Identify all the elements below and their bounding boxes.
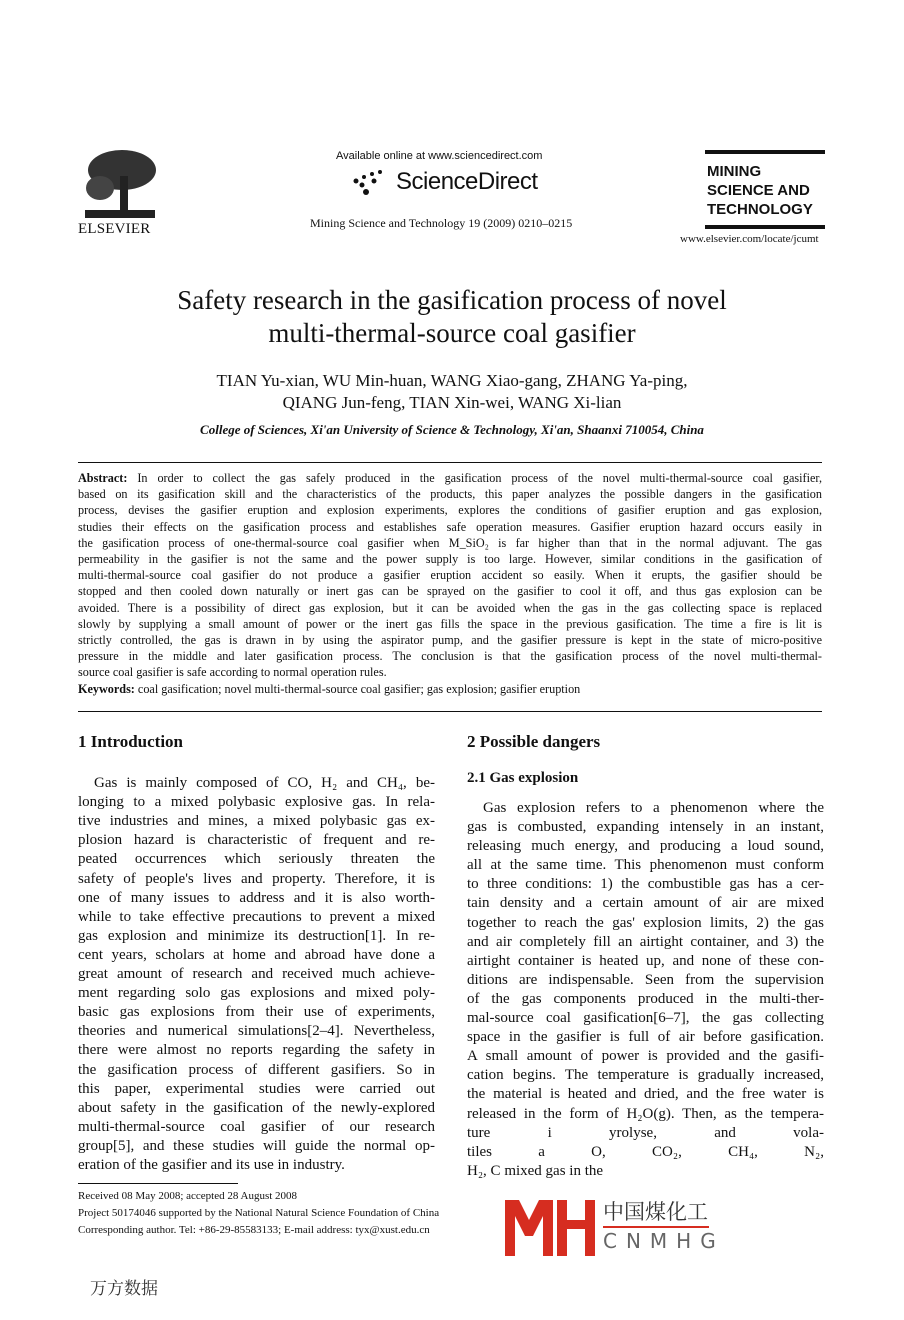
abstract-line: multi-thermal-source coal gasifier do not produce a gasifier eruption accident so easily. When it erupts, the gasifier should be bbox=[78, 568, 822, 583]
text-line: airtight container is heated up, and none of these con- bbox=[467, 952, 824, 969]
text-line: group[5], and these studies will guide the normal op- bbox=[78, 1137, 435, 1154]
abstract-top-rule bbox=[78, 462, 822, 463]
article-title: Safety research in the gasification process of novel multi-thermal-source coal gasifier bbox=[177, 285, 727, 348]
abstract-line: Abstract: In order to collect the gas safely produced in the gasification process of the novel multi-thermal-source coal gasifier, bbox=[78, 471, 822, 485]
footnote-received: Received 08 May 2008; accepted 28 August 2008 bbox=[78, 1190, 298, 1202]
elsevier-tree-logo bbox=[80, 148, 158, 220]
journal-reference: Mining Science and Technology 19 (2009) 0210–0215 bbox=[310, 216, 573, 230]
text-line: basic gas explosions from their use of experiments, bbox=[78, 1004, 435, 1021]
text-line: Gas explosion refers to a phenomenon where the bbox=[483, 800, 824, 816]
text-line: tain density and a certain amount of air are mixed bbox=[467, 895, 824, 912]
abstract-line: avoided. There is a possibility of direct gas explosion, but it can be avoided when the gas in the gas collecting space is replaced bbox=[78, 600, 822, 615]
sciencedirect-dots-icon bbox=[350, 169, 390, 195]
text-line: plosion hazard is characteristic of frequent and re- bbox=[78, 832, 435, 849]
text-line: and air completely fill an airtight container, and 3) the bbox=[467, 933, 824, 950]
abstract-label: Abstract: bbox=[78, 471, 128, 485]
text-line: A small amount of power is provided and the gasifi- bbox=[467, 1048, 824, 1065]
journal-title-box bbox=[705, 150, 825, 229]
publisher-name: ELSEVIER bbox=[78, 221, 151, 237]
text-line: the material is heated and dried, and the free water is bbox=[467, 1086, 824, 1103]
text-line: peated occurrences which seriously threaten the bbox=[78, 851, 435, 868]
text-line: longing to a mixed polybasic explosive gas. In rela- bbox=[78, 794, 435, 811]
text-line: this paper, experimental studies were carried out bbox=[78, 1080, 435, 1097]
abstract-line: source coal gasifier is safe according to normal operation rules. bbox=[78, 665, 387, 680]
text-line: safety of people's lives and property. Therefore, it is bbox=[78, 870, 435, 887]
text-line: together to reach the gas' explosion limits, 2) the gas bbox=[467, 914, 824, 931]
text-line: ture i yrolyse, and vola- bbox=[467, 1124, 824, 1141]
text-line: ment regarding solo gas explosions and mixed poly- bbox=[78, 985, 435, 1002]
text-line: releasing much energy, and producing a loud sound, bbox=[467, 838, 824, 855]
text-line: released in the form of H₂O(g). Then, as the tempera- bbox=[467, 1105, 824, 1122]
section-introduction bbox=[78, 732, 435, 1175]
keywords: Keywords: coal gasification; novel multi-thermal-source coal gasifier; gas explosion; gasifier eruption bbox=[78, 681, 581, 696]
cnmhg-logo-icon bbox=[505, 1196, 597, 1256]
journal-url[interactable]: www.elsevier.com/locate/jcumt bbox=[680, 233, 819, 245]
abstract-line: slowly by supplying a small amount of power or the inert gas fills the space in the previous gasification. The time a fire is lit is bbox=[78, 616, 822, 631]
text-line: space in the gasifier is full of air before gasification. bbox=[467, 1029, 824, 1046]
text-line: while to take effective precautions to prevent a mixed bbox=[78, 908, 435, 925]
abstract-bottom-rule bbox=[78, 711, 822, 712]
section-heading-possible-dangers: 2 Possible dangers bbox=[467, 732, 601, 751]
abstract-line: the gasification process of one-thermal-source coal gasifier when M_SiO₂ is far higher than that in the normal adjuvant. The gas bbox=[78, 535, 822, 550]
text-line: mal-source coal gasification[6–7], the gas collecting bbox=[467, 1010, 824, 1027]
text-line: to three conditions: 1) the combustible gas has a cer- bbox=[467, 876, 824, 893]
wanfang-watermark: 万方数据 bbox=[90, 1279, 158, 1299]
cnmhg-watermark: 中国煤化工 CNMHG bbox=[505, 1196, 745, 1256]
abstract bbox=[78, 470, 822, 697]
sciencedirect-text: ScienceDirect bbox=[396, 168, 538, 195]
text-line: gas is combusted, expanding intensely in an instant, bbox=[467, 819, 824, 836]
text-line: great amount of research and received much achieve- bbox=[78, 966, 435, 983]
footnote-funding: Project 50174046 supported by the National Natural Science Foundation of China bbox=[78, 1207, 440, 1219]
abstract-line: strictly controlled, the gas is drawn in by using the aspirator pump, and the gasifier pressure is kept in the state of micro-positive bbox=[78, 633, 822, 648]
text-line: theories and numerical simulations[2–4]. Nevertheless, bbox=[78, 1023, 435, 1040]
text-line: all at the same time. This phenomenon must conform bbox=[467, 857, 824, 874]
affiliation: College of Sciences, Xi'an University of Science & Technology, Xi'an, Shaanxi 710054, China bbox=[200, 422, 704, 437]
text-line: multi-thermal-source coal gasifier of our research bbox=[78, 1118, 435, 1135]
text-line: about safety in the gasification of the newly-explored bbox=[78, 1099, 435, 1116]
footnotes bbox=[78, 1188, 439, 1239]
text-line: of the gas components produced in the multi-ther- bbox=[467, 990, 824, 1007]
text-line: cent years, scholars at home and abroad have done a bbox=[78, 946, 435, 963]
abstract-line: stopped and then cooled down naturally or inert gas can be sprayed on the gasifier to cool it off, and thus gas explosion can be bbox=[78, 584, 822, 599]
text-line: there were almost no reports regarding the safety in bbox=[78, 1042, 435, 1059]
section-heading: 1 Introduction bbox=[78, 732, 184, 751]
abstract-line: permeability in the gasifier is not the same and the power supply is too large. However, similar conditions in the gasification of bbox=[78, 552, 822, 567]
text-line: cation begins. The temperature is gradually increased, bbox=[467, 1067, 824, 1084]
text-line: ditions are indispensable. Seen from the supervision bbox=[467, 971, 824, 988]
journal-title-line: SCIENCE AND bbox=[707, 182, 810, 199]
available-online: Available online at www.sciencedirect.com bbox=[336, 150, 543, 162]
abstract-line: based on its gasification skill and the characteristics of the products, this paper analyzes the possible dangers in the gasification bbox=[78, 487, 822, 502]
author-list: TIAN Yu-xian, WU Min-huan, WANG Xiao-gang, ZHANG Ya-ping, QIANG Jun-feng, TIAN Xin-wei, WANG Xi-lian bbox=[216, 371, 688, 412]
text-line: gas explosion and minimize its destruction[1]. In re- bbox=[78, 927, 435, 944]
footnote-rule bbox=[78, 1183, 238, 1184]
section-gas-explosion bbox=[467, 799, 824, 1181]
text-line: one of many issues to address and it is also worth- bbox=[78, 889, 435, 906]
journal-title-line: TECHNOLOGY bbox=[707, 201, 813, 218]
text-line: the gasification process of different gasifiers. So in bbox=[78, 1061, 435, 1078]
subsection-heading-gas-explosion: 2.1 Gas explosion bbox=[467, 770, 579, 786]
journal-title-line: MINING bbox=[707, 163, 762, 180]
text-line: H₂, C mixed gas in the bbox=[467, 1162, 604, 1179]
abstract-line: process, devises the gasifier eruption and explosion experiments, explores the conditions of gasifier eruption and gas explosion, bbox=[78, 503, 822, 518]
text-line: eration of the gasifier and its use in industry. bbox=[78, 1156, 345, 1173]
footnote-corresponding: Corresponding author. Tel: +86-29-85583133; E-mail address: tyx@xust.edu.cn bbox=[78, 1224, 430, 1236]
text-line: tiles a O, CO₂, CH₄, N₂, bbox=[467, 1143, 824, 1160]
abstract-line: pressure in the middle and later gasification process. The conclusion is that the gasification process of the novel multi-thermal- bbox=[78, 649, 822, 664]
abstract-line: studies their effects on the gasification process and establishes safe operation measures. Gasifier eruption hazard occurs easily in bbox=[78, 519, 822, 534]
sciencedirect-logo bbox=[350, 168, 538, 196]
text-line: tive industries and mines, a mixed polybasic gas ex- bbox=[78, 813, 435, 830]
text-line: Gas is mainly composed of CO, H₂ and CH₄, be- bbox=[94, 775, 435, 792]
